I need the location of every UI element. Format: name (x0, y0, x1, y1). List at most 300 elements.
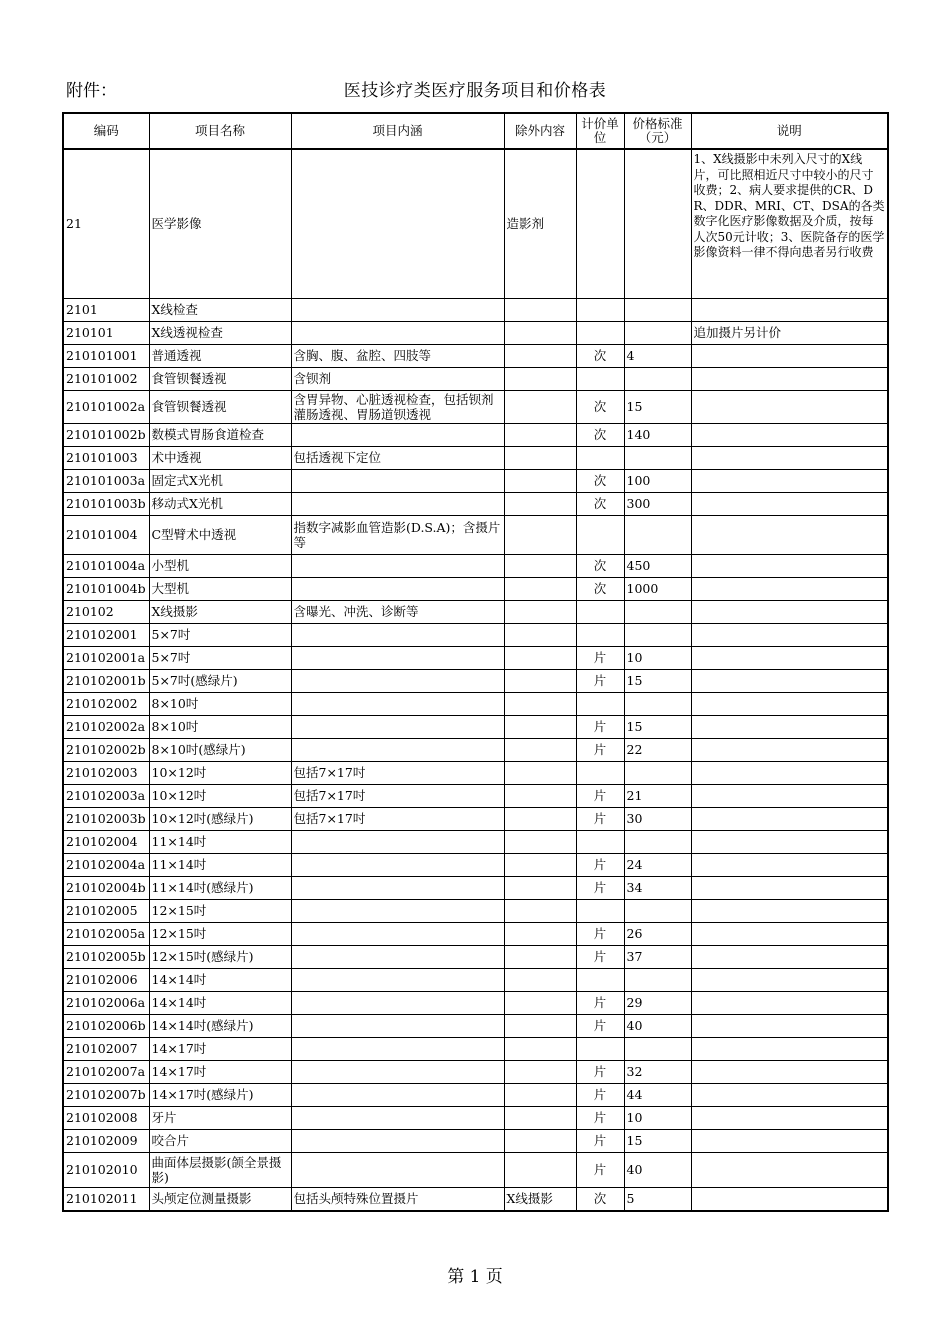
cell-name: 固定式X光机 (149, 469, 291, 492)
cell-name: 8×10吋 (149, 715, 291, 738)
cell-code: 210102007a (63, 1060, 149, 1083)
cell-unit: 片 (576, 1106, 624, 1129)
cell-name: 14×14吋(感绿片) (149, 1014, 291, 1037)
cell-exclude (504, 1083, 576, 1106)
cell-price: 10 (624, 1106, 691, 1129)
cell-content (291, 1152, 504, 1187)
cell-unit: 片 (576, 807, 624, 830)
cell-price (624, 600, 691, 623)
cell-unit (576, 968, 624, 991)
table-row (63, 469, 888, 492)
cell-note (691, 692, 888, 715)
cell-exclude (504, 554, 576, 577)
cell-note: 追加摄片另计价 (691, 321, 888, 344)
cell-content: 包括头颅特殊位置摄片 (291, 1187, 504, 1211)
cell-content (291, 298, 504, 321)
cell-code: 210101003 (63, 446, 149, 469)
cell-content (291, 692, 504, 715)
cell-note (691, 784, 888, 807)
cell-price (624, 367, 691, 390)
cell-code: 210102007b (63, 1083, 149, 1106)
cell-code: 210101004b (63, 577, 149, 600)
table-row (63, 321, 888, 344)
cell-code: 210102011 (63, 1187, 149, 1211)
table-row (63, 968, 888, 991)
cell-exclude (504, 853, 576, 876)
cell-exclude (504, 1014, 576, 1037)
cell-exclude (504, 968, 576, 991)
cell-content (291, 922, 504, 945)
table-row (63, 1187, 888, 1211)
cell-exclude (504, 298, 576, 321)
cell-exclude (504, 807, 576, 830)
table-row (63, 1083, 888, 1106)
cell-price (624, 968, 691, 991)
cell-code: 210102003b (63, 807, 149, 830)
cell-code: 210102004 (63, 830, 149, 853)
column-header-code: 编码 (63, 113, 149, 149)
cell-content: 包括透视下定位 (291, 446, 504, 469)
cell-name: 小型机 (149, 554, 291, 577)
cell-price: 40 (624, 1152, 691, 1187)
cell-note (691, 577, 888, 600)
cell-code: 210102005b (63, 945, 149, 968)
cell-exclude (504, 623, 576, 646)
cell-note (691, 344, 888, 367)
cell-exclude (504, 390, 576, 423)
table-row (63, 149, 888, 298)
cell-content (291, 1037, 504, 1060)
cell-note: 1、X线摄影中未列入尺寸的X线片，可比照相近尺寸中较小的尺寸收费；2、病人要求提供的CR、DR、DDR、MRI、CT、DSA的各类数字化医疗影像数据及介质，按每人次50元计收；3、医院备存的医学影像资料一律不得向患者另行收费 (691, 149, 888, 298)
cell-note (691, 623, 888, 646)
cell-code: 210102006b (63, 1014, 149, 1037)
table-row (63, 298, 888, 321)
cell-unit: 片 (576, 991, 624, 1014)
cell-unit: 片 (576, 876, 624, 899)
cell-exclude (504, 1037, 576, 1060)
cell-content (291, 149, 504, 298)
cell-code: 2101 (63, 298, 149, 321)
cell-unit: 片 (576, 784, 624, 807)
cell-name: 14×17吋 (149, 1037, 291, 1060)
cell-content (291, 1014, 504, 1037)
cell-name: 14×17吋 (149, 1060, 291, 1083)
table-row (63, 344, 888, 367)
cell-price (624, 623, 691, 646)
cell-content (291, 945, 504, 968)
cell-exclude (504, 945, 576, 968)
table-row (63, 446, 888, 469)
column-header-note: 说明 (691, 113, 888, 149)
cell-name: 移动式X光机 (149, 492, 291, 515)
cell-unit: 片 (576, 1014, 624, 1037)
table-row (63, 423, 888, 446)
cell-price (624, 899, 691, 922)
table-row (63, 1106, 888, 1129)
cell-content: 含钡剂 (291, 367, 504, 390)
cell-unit (576, 149, 624, 298)
cell-content (291, 853, 504, 876)
cell-code: 210102005 (63, 899, 149, 922)
cell-content (291, 577, 504, 600)
cell-exclude (504, 692, 576, 715)
page-title: 医技诊疗类医疗服务项目和价格表 (343, 81, 607, 101)
table-row (63, 390, 888, 423)
cell-content (291, 738, 504, 761)
cell-unit (576, 367, 624, 390)
cell-content (291, 1083, 504, 1106)
cell-exclude (504, 669, 576, 692)
cell-code: 210102 (63, 600, 149, 623)
cell-code: 210102003 (63, 761, 149, 784)
table-row (63, 367, 888, 390)
attachment-label: 附件： (66, 81, 117, 101)
cell-unit (576, 623, 624, 646)
cell-note (691, 423, 888, 446)
cell-note (691, 1152, 888, 1187)
cell-name: 8×10吋 (149, 692, 291, 715)
cell-code: 210101002b (63, 423, 149, 446)
table-row (63, 692, 888, 715)
cell-price: 10 (624, 646, 691, 669)
cell-unit: 次 (576, 554, 624, 577)
cell-unit: 片 (576, 945, 624, 968)
cell-price: 15 (624, 390, 691, 423)
cell-note (691, 968, 888, 991)
cell-note (691, 1129, 888, 1152)
cell-content (291, 830, 504, 853)
table-row (63, 876, 888, 899)
cell-note (691, 669, 888, 692)
table-row (63, 945, 888, 968)
cell-name: 大型机 (149, 577, 291, 600)
cell-note (691, 646, 888, 669)
cell-name: 12×15吋(感绿片) (149, 945, 291, 968)
cell-price: 1000 (624, 577, 691, 600)
cell-exclude (504, 876, 576, 899)
cell-name: X线摄影 (149, 600, 291, 623)
cell-content: 含胃异物、心脏透视检查，包括钡剂灌肠透视、胃肠道钡透视 (291, 390, 504, 423)
cell-price: 15 (624, 715, 691, 738)
cell-note (691, 1014, 888, 1037)
cell-price: 40 (624, 1014, 691, 1037)
cell-note (691, 715, 888, 738)
cell-content (291, 646, 504, 669)
cell-name: 5×7吋 (149, 646, 291, 669)
cell-content (291, 423, 504, 446)
price-table (62, 112, 889, 1212)
cell-note (691, 600, 888, 623)
cell-price: 22 (624, 738, 691, 761)
cell-price: 450 (624, 554, 691, 577)
cell-price (624, 692, 691, 715)
cell-price (624, 830, 691, 853)
cell-unit: 片 (576, 853, 624, 876)
cell-name: C型臂术中透视 (149, 515, 291, 554)
cell-code: 210102002b (63, 738, 149, 761)
cell-content (291, 991, 504, 1014)
cell-price: 140 (624, 423, 691, 446)
cell-name: 14×17吋(感绿片) (149, 1083, 291, 1106)
cell-name: 普通透视 (149, 344, 291, 367)
cell-unit: 次 (576, 469, 624, 492)
cell-note (691, 853, 888, 876)
cell-unit: 片 (576, 1129, 624, 1152)
cell-unit (576, 515, 624, 554)
table-row (63, 807, 888, 830)
table-row (63, 623, 888, 646)
cell-unit (576, 1037, 624, 1060)
cell-note (691, 830, 888, 853)
cell-price (624, 149, 691, 298)
cell-name: 14×14吋 (149, 968, 291, 991)
cell-price (624, 298, 691, 321)
cell-price: 100 (624, 469, 691, 492)
cell-name: 10×12吋 (149, 784, 291, 807)
cell-content (291, 1106, 504, 1129)
table-row (63, 669, 888, 692)
cell-exclude (504, 715, 576, 738)
cell-exclude: 造影剂 (504, 149, 576, 298)
table-row (63, 853, 888, 876)
cell-exclude (504, 600, 576, 623)
cell-exclude (504, 469, 576, 492)
cell-content: 包括7×17吋 (291, 761, 504, 784)
table-row (63, 600, 888, 623)
table-body (63, 149, 888, 1211)
cell-unit: 片 (576, 738, 624, 761)
table-row (63, 1152, 888, 1187)
cell-unit (576, 446, 624, 469)
cell-name: 医学影像 (149, 149, 291, 298)
cell-exclude (504, 367, 576, 390)
cell-note (691, 367, 888, 390)
cell-unit: 片 (576, 646, 624, 669)
table-row (63, 1129, 888, 1152)
cell-exclude (504, 1060, 576, 1083)
cell-name: 头颅定位测量摄影 (149, 1187, 291, 1211)
cell-price: 15 (624, 669, 691, 692)
page-number: 第 1 页 (447, 1267, 503, 1287)
cell-unit: 片 (576, 1152, 624, 1187)
cell-name: 11×14吋 (149, 853, 291, 876)
cell-content: 包括7×17吋 (291, 807, 504, 830)
cell-price: 24 (624, 853, 691, 876)
cell-note (691, 761, 888, 784)
table-row (63, 577, 888, 600)
cell-price (624, 1037, 691, 1060)
table-row (63, 738, 888, 761)
cell-code: 210102004a (63, 853, 149, 876)
cell-unit (576, 830, 624, 853)
cell-exclude (504, 899, 576, 922)
cell-note (691, 738, 888, 761)
cell-unit: 次 (576, 492, 624, 515)
cell-note (691, 298, 888, 321)
cell-price: 21 (624, 784, 691, 807)
cell-code: 210101004a (63, 554, 149, 577)
cell-name: 数模式胃肠食道检查 (149, 423, 291, 446)
cell-unit (576, 692, 624, 715)
cell-content (291, 968, 504, 991)
table-row (63, 899, 888, 922)
cell-note (691, 807, 888, 830)
cell-code: 210102002 (63, 692, 149, 715)
cell-unit (576, 761, 624, 784)
cell-note (691, 876, 888, 899)
cell-code: 210101002a (63, 390, 149, 423)
cell-exclude (504, 922, 576, 945)
cell-note (691, 554, 888, 577)
cell-name: 牙片 (149, 1106, 291, 1129)
cell-code: 210102010 (63, 1152, 149, 1187)
cell-exclude (504, 577, 576, 600)
cell-price: 4 (624, 344, 691, 367)
cell-exclude (504, 1152, 576, 1187)
cell-note (691, 899, 888, 922)
table-row (63, 1060, 888, 1083)
cell-exclude (504, 446, 576, 469)
cell-code: 210101004 (63, 515, 149, 554)
cell-price: 37 (624, 945, 691, 968)
cell-note (691, 469, 888, 492)
column-header-content: 项目内涵 (291, 113, 504, 149)
cell-price: 44 (624, 1083, 691, 1106)
cell-content: 指数字减影血管造影(D.S.A)；含摄片等 (291, 515, 504, 554)
cell-exclude (504, 492, 576, 515)
cell-unit: 片 (576, 715, 624, 738)
table-row (63, 784, 888, 807)
cell-note (691, 945, 888, 968)
cell-name: 12×15吋 (149, 922, 291, 945)
cell-content (291, 1129, 504, 1152)
cell-code: 210102008 (63, 1106, 149, 1129)
cell-name: 5×7吋(感绿片) (149, 669, 291, 692)
cell-price (624, 446, 691, 469)
column-header-price: 价格标准（元） (624, 113, 691, 149)
cell-code: 210102001b (63, 669, 149, 692)
cell-exclude (504, 761, 576, 784)
cell-code: 210102005a (63, 922, 149, 945)
cell-price: 5 (624, 1187, 691, 1211)
cell-name: 8×10吋(感绿片) (149, 738, 291, 761)
cell-price: 300 (624, 492, 691, 515)
cell-unit: 片 (576, 669, 624, 692)
cell-content (291, 876, 504, 899)
cell-exclude (504, 1129, 576, 1152)
table-row (63, 715, 888, 738)
table-row (63, 830, 888, 853)
cell-unit (576, 321, 624, 344)
cell-note (691, 446, 888, 469)
cell-name: 12×15吋 (149, 899, 291, 922)
cell-code: 210102001a (63, 646, 149, 669)
table-row (63, 1037, 888, 1060)
cell-code: 210102009 (63, 1129, 149, 1152)
cell-unit: 次 (576, 390, 624, 423)
cell-content (291, 321, 504, 344)
cell-content: 含曝光、冲洗、诊断等 (291, 600, 504, 623)
cell-unit: 次 (576, 344, 624, 367)
cell-exclude (504, 830, 576, 853)
cell-name: 曲面体层摄影(颌全景摄影) (149, 1152, 291, 1187)
cell-name: 食管钡餐透视 (149, 367, 291, 390)
cell-code: 210101003a (63, 469, 149, 492)
cell-exclude (504, 515, 576, 554)
cell-name: 咬合片 (149, 1129, 291, 1152)
table-row (63, 554, 888, 577)
cell-note (691, 390, 888, 423)
cell-note (691, 991, 888, 1014)
cell-content (291, 492, 504, 515)
cell-exclude (504, 423, 576, 446)
cell-name: 术中透视 (149, 446, 291, 469)
cell-name: 10×12吋 (149, 761, 291, 784)
column-header-name: 项目名称 (149, 113, 291, 149)
cell-price: 29 (624, 991, 691, 1014)
cell-unit: 片 (576, 1060, 624, 1083)
cell-exclude (504, 784, 576, 807)
cell-name: X线检查 (149, 298, 291, 321)
cell-content (291, 669, 504, 692)
cell-code: 210102002a (63, 715, 149, 738)
cell-content (291, 1060, 504, 1083)
cell-code: 210102007 (63, 1037, 149, 1060)
cell-exclude (504, 1106, 576, 1129)
table-row (63, 922, 888, 945)
cell-note (691, 1187, 888, 1211)
cell-note (691, 515, 888, 554)
cell-exclude (504, 344, 576, 367)
cell-unit (576, 298, 624, 321)
cell-code: 210102004b (63, 876, 149, 899)
cell-name: 5×7吋 (149, 623, 291, 646)
cell-content (291, 554, 504, 577)
cell-content (291, 715, 504, 738)
cell-code: 210102001 (63, 623, 149, 646)
cell-unit: 片 (576, 1083, 624, 1106)
cell-note (691, 1106, 888, 1129)
cell-note (691, 922, 888, 945)
cell-code: 210102006 (63, 968, 149, 991)
table-row (63, 515, 888, 554)
cell-note (691, 1060, 888, 1083)
cell-price (624, 761, 691, 784)
cell-exclude (504, 646, 576, 669)
cell-code: 210101003b (63, 492, 149, 515)
cell-name: 10×12吋(感绿片) (149, 807, 291, 830)
cell-code: 210101 (63, 321, 149, 344)
table-row (63, 991, 888, 1014)
cell-price: 26 (624, 922, 691, 945)
table-row (63, 761, 888, 784)
cell-name: 11×14吋(感绿片) (149, 876, 291, 899)
table-row (63, 646, 888, 669)
cell-code: 210102006a (63, 991, 149, 1014)
cell-note (691, 1037, 888, 1060)
cell-price: 30 (624, 807, 691, 830)
cell-exclude (504, 738, 576, 761)
cell-unit (576, 899, 624, 922)
cell-code: 210101002 (63, 367, 149, 390)
cell-price: 34 (624, 876, 691, 899)
cell-content (291, 469, 504, 492)
cell-exclude: X线摄影 (504, 1187, 576, 1211)
cell-code: 210101001 (63, 344, 149, 367)
column-header-exclude: 除外内容 (504, 113, 576, 149)
cell-price (624, 321, 691, 344)
cell-price: 15 (624, 1129, 691, 1152)
